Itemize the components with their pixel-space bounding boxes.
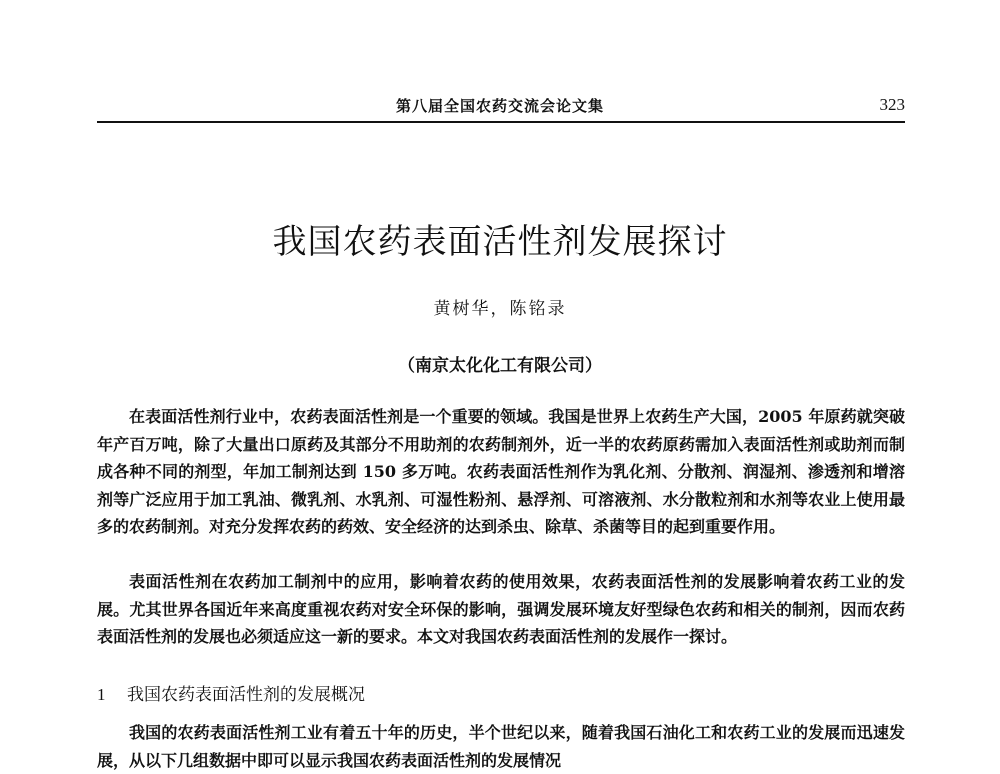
section-1-paragraph [97,719,905,774]
intro-paragraph-1 [97,403,905,541]
page-number: 323 [879,95,905,114]
section-title: 我国农药表面活性剂的发展概况 [127,685,365,705]
paragraph-text: 在表面活性剂行业中，农药表面活性剂是一个重要的领域。我国是世界上农药生产大国，2005 年原药就突破年产百万吨，除了大量出口原药及其部分不用助剂的农药制剂外，近一半的农药原药需加入表面活性剂或助剂而制成各种不同的剂型，年加工制剂达到 150 多万吨。农药表面活性剂作为乳化剂、分散剂、润湿剂、渗透剂和增溶剂等广泛应用于加工乳油、微乳剂、水乳剂、可湿性粉剂、悬浮剂、可溶液剂、水分散粒剂和水剂等农业上使用最多的农药制剂。对充分发挥农药的药效、安全经济的达到杀虫、除草、杀菌等目的起到重要作用。 [97,407,905,536]
paragraph-text: 我国的农药表面活性剂工业有着五十年的历史，半个世纪以来，随着我国石油化工和农药工业的发展而迅速发展，从以下几组数据中即可以显示我国农药表面活性剂的发展情况 [97,723,905,770]
paragraph-text: 表面活性剂在农药加工制剂中的应用，影响着农药的使用效果，农药表面活性剂的发展影响着农药工业的发展。尤其世界各国近年来高度重视农药对安全环保的影响，强调发展环境友好型绿色农药和相关的制剂，因而农药表面活性剂的发展也必须适应这一新的要求。本文对我国农药表面活性剂的发展作一探讨。 [97,572,905,646]
affiliation: （南京太化化工有限公司） [398,356,602,376]
section-heading [97,680,365,705]
section-number: 1 [97,685,106,704]
running-header-title: 第八届全国农药交流会论文集 [395,97,604,115]
header-divider [97,121,905,123]
intro-paragraph-2 [97,568,905,651]
authors: 黄树华，陈铭录 [433,299,567,319]
paper-title: 我国农药表面活性剂发展探讨 [272,222,728,262]
